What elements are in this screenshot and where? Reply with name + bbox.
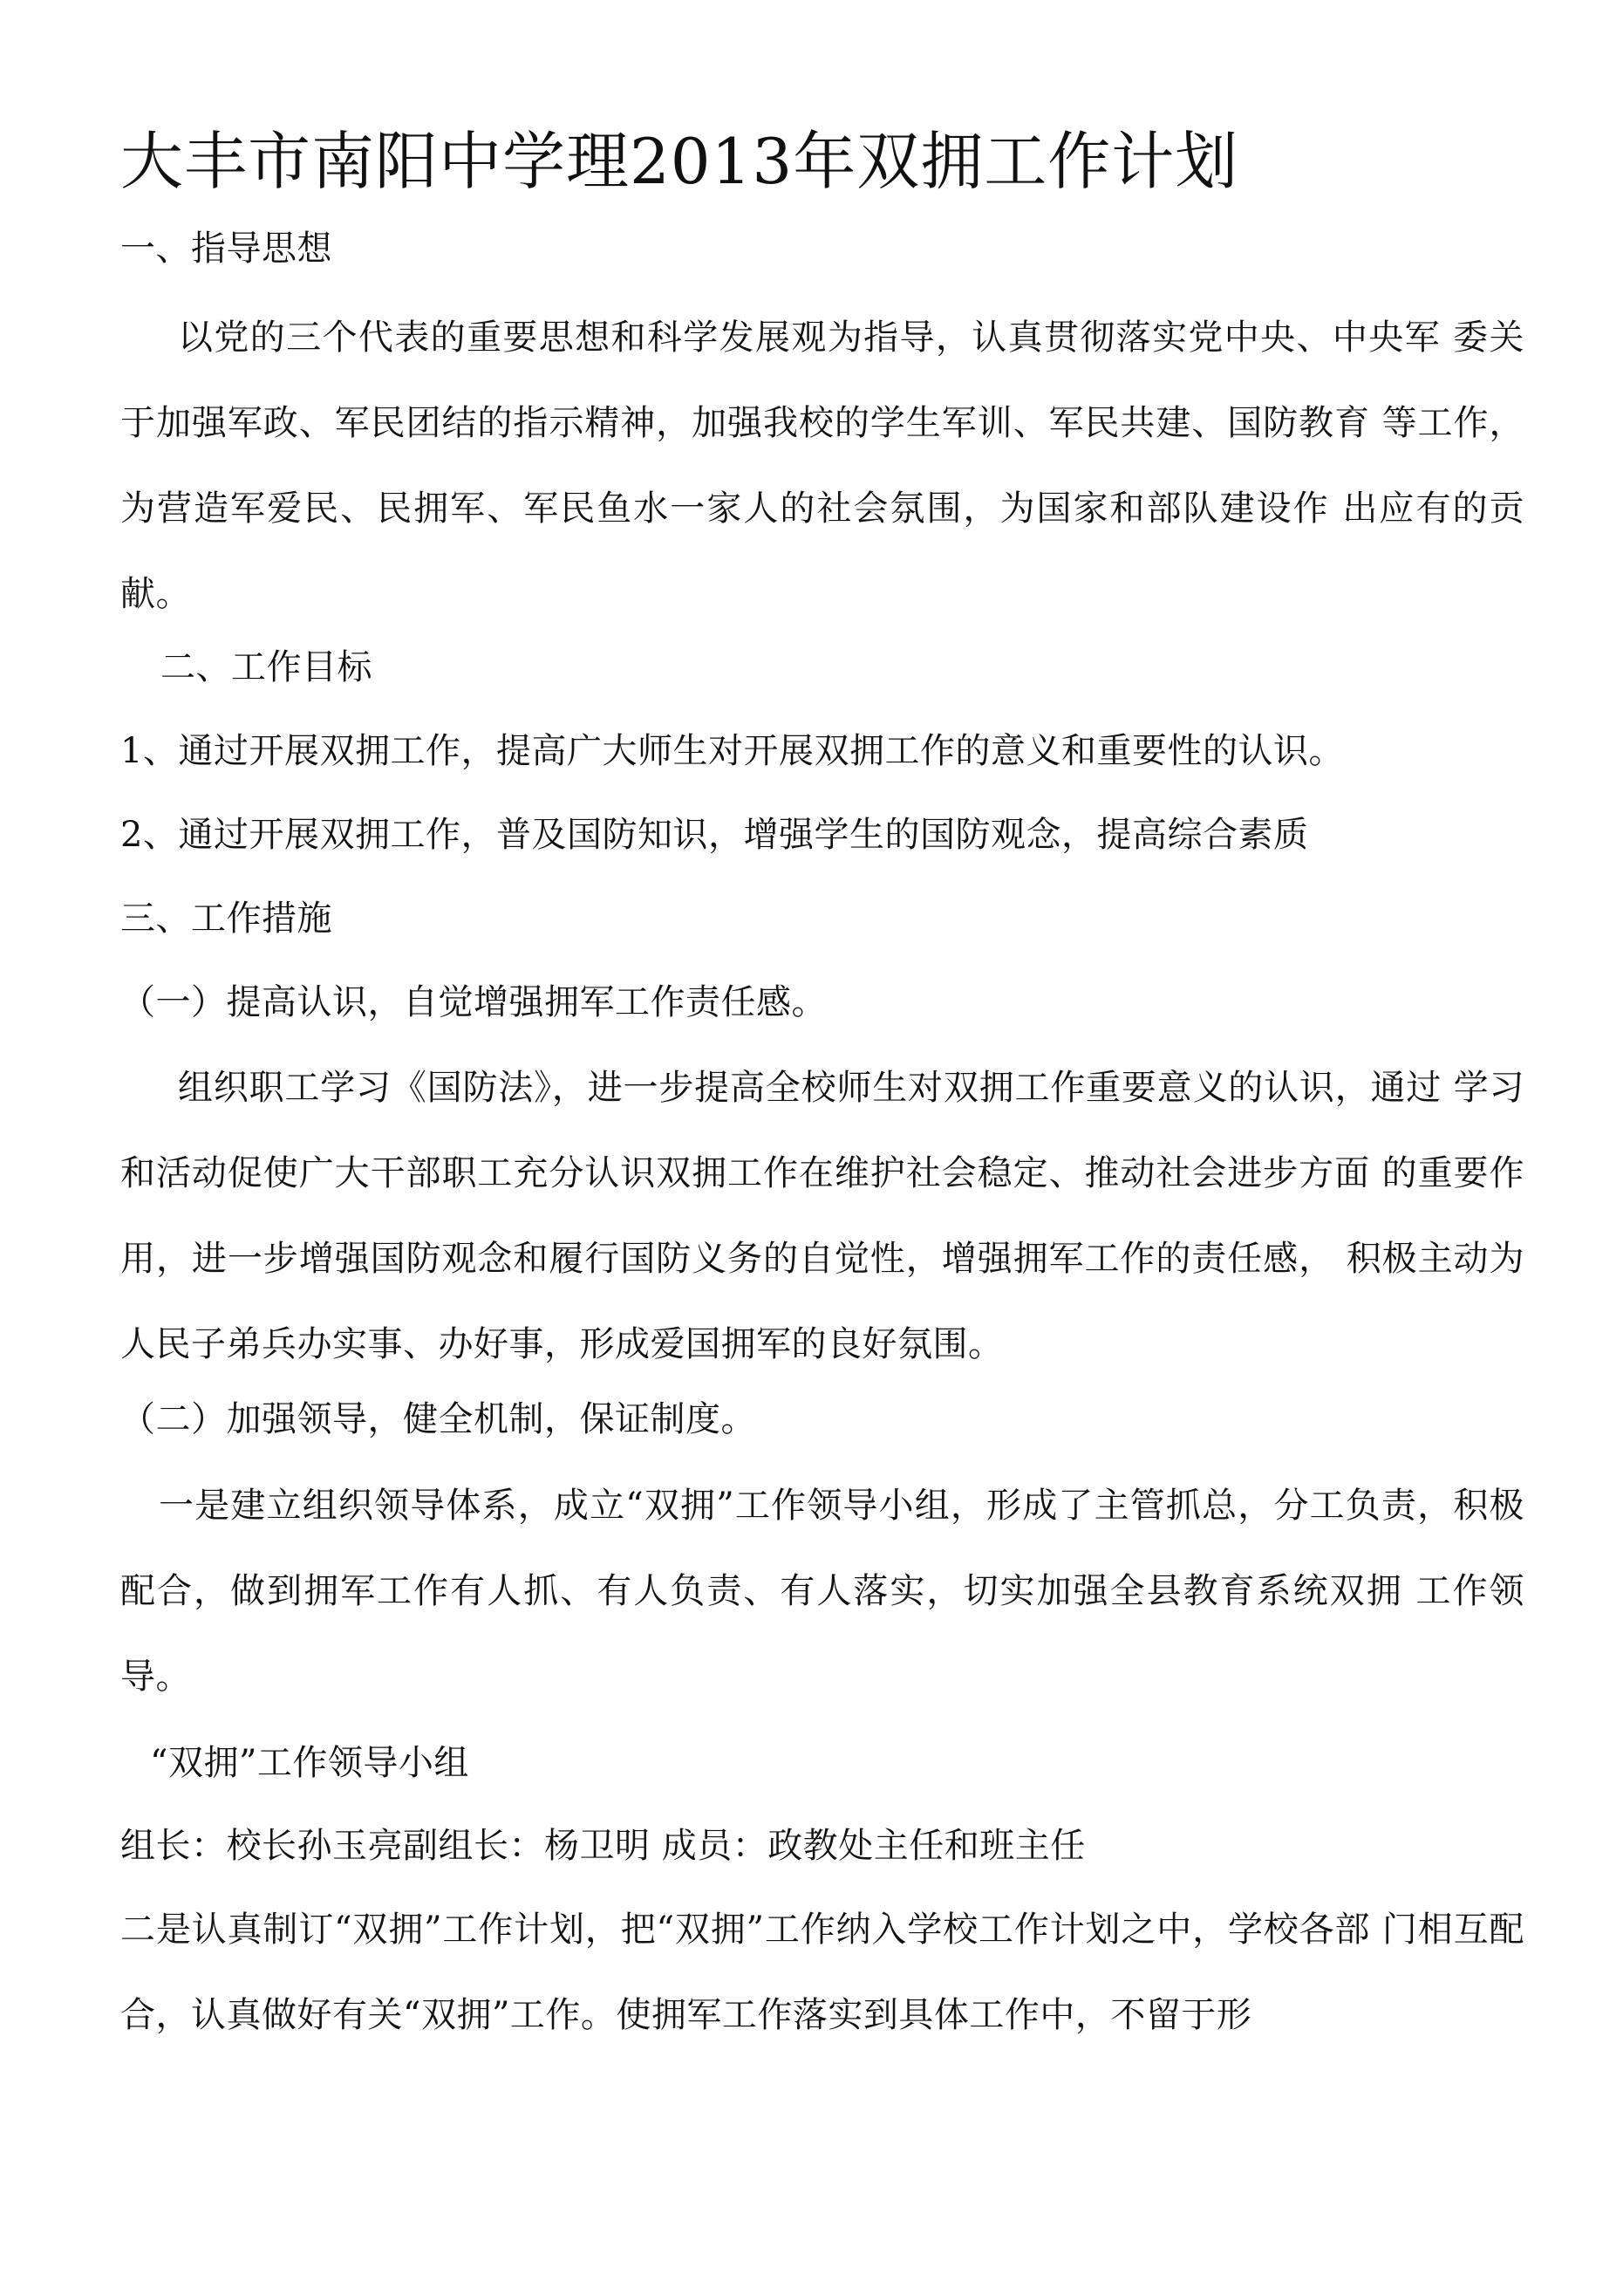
goal-item-2: 2、通过开展双拥工作，普及国防知识，增强学生的国防观念，提高综合素质 xyxy=(120,815,1309,855)
leadership-group-title: “双拥”工作领导小组 xyxy=(150,1743,469,1783)
measure-2-paragraph-1: 一是建立组织领导体系，成立“双拥”工作领导小组，形成了主管抓总，分工负责，积极配合，做到拥军工作有人抓、有人负责、有人落实，切实加强全县教育系统双拥 工作领导。 xyxy=(120,1486,1524,1697)
measure-1-paragraph: 组织职工学习《国防法》，进一步提高全校师生对双拥工作重要意义的认识，通过 学习和活动促使广大干部职工充分认识双拥工作在维护社会稳定、推动社会进步方面 的重要作用，进一步增强国防观念和履行国防义务的自觉性，增强拥军工作的责任感， 积极主动为人民子弟兵办实事、办好事，形成爱国拥军的良好氛围。 xyxy=(120,1068,1524,1364)
section-3-heading: 三、工作措施 xyxy=(120,899,332,939)
measure-2-paragraph-2: 二是认真制订“双拥”工作计划，把“双拥”工作纳入学校工作计划之中，学校各部 门相互配合，认真做好有关“双拥”工作。使拥军工作落实到具体工作中，不留于形 xyxy=(120,1910,1524,2035)
section-1-paragraph: 以党的三个代表的重要思想和科学发展观为指导，认真贯彻落实党中央、中央军 委关于加强军政、军民团结的指示精神，加强我校的学生军训、军民共建、国防教育 等工作，为营造军爱民、民拥军、军民鱼水一家人的社会氛围，为国家和部队建设作 出应有的贡献。 xyxy=(120,318,1524,614)
measure-2-heading: （二）加强领导，健全机制，保证制度。 xyxy=(120,1399,756,1439)
measure-1-heading: （一）提高认识，自觉增强拥军工作责任感。 xyxy=(120,982,827,1022)
leadership-group-members: 组长：校长孙玉亮副组长：杨卫明 成员：政教处主任和班主任 xyxy=(120,1826,1086,1866)
section-1-heading: 一、指导思想 xyxy=(120,229,332,269)
section-2-heading: 二、工作目标 xyxy=(160,647,372,687)
goal-item-1: 1、通过开展双拥工作，提高广大师生对开展双拥工作的意义和重要性的认识。 xyxy=(120,731,1344,771)
document-title: 大丰市南阳中学理2013年双拥工作计划 xyxy=(120,125,1239,198)
